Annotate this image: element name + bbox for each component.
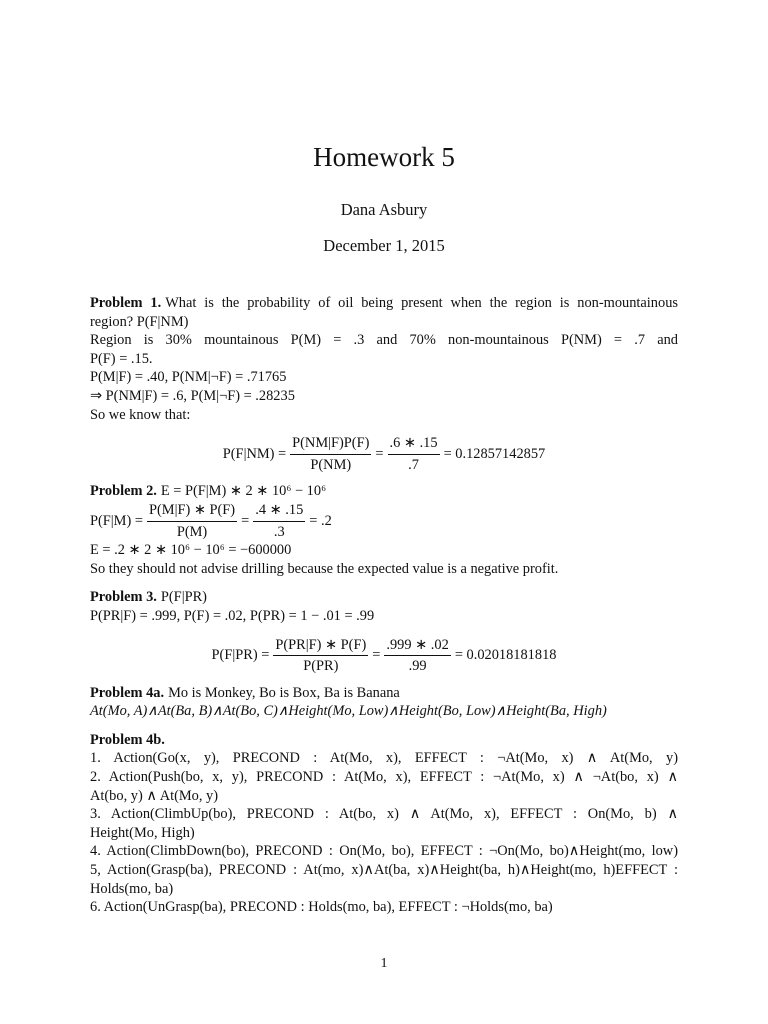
fraction: $\frac{P(M|F) ∗ P(F)}{P(M)}$ xyxy=(148,501,236,540)
problem-4b-item: 3. Action(ClimbUp(bo), PRECOND : At(bo, x) ∧ At(Mo, x), EFFECT : On(Mo, b) ∧ xyxy=(90,806,678,823)
problem-4a-line-2: At(Mo, A)∧At(Ba, B)∧At(Bo, C)∧Height(Mo, Low)∧Height(Bo, Low)∧Height(Ba, High) xyxy=(90,703,607,720)
problem-4b-item: 1. Action(Go(x, y), PRECOND : At(Mo, x), EFFECT : ¬At(Mo, x) ∧ At(Mo, y) xyxy=(90,750,678,767)
problem-2 xyxy=(90,482,678,578)
problem-2-label: Problem 2. xyxy=(90,483,157,500)
problem-4a-label: Problem 4a. xyxy=(90,684,165,701)
problem-2-line-2: E = .2 ∗ 2 ∗ 10⁶ − 10⁶ = −600000 xyxy=(90,542,292,559)
problem-3-line-2: P(PR|F) = .999, P(F) = .02, P(PR) = 1 − .01 = .99 xyxy=(90,607,375,624)
problem-4b xyxy=(90,731,678,917)
problem-2-equation: P(F|M) = $\frac{P(M|F) ∗ P(F)}{P(M)}$ = $\frac{.4 ∗ .15}{.3}$ = .2 xyxy=(90,501,332,540)
problem-4b-item: 6. Action(UnGrasp(ba), PRECOND : Holds(mo, ba), EFFECT : ¬Holds(mo, ba) xyxy=(90,899,553,916)
document-body xyxy=(90,294,678,917)
problem-2-line-3: So they should not advise drilling because the expected value is a negative profit. xyxy=(90,560,559,577)
fraction: $\frac{.999 ∗ .02}{.99}$ xyxy=(386,636,449,675)
problem-4b-label: Problem 4b. xyxy=(90,731,165,748)
problem-1-line-6: ⇒ P(NM|F) = .6, P(M|¬F) = .28235 xyxy=(90,387,295,404)
problem-1-line-4: P(F) = .15. xyxy=(90,350,153,367)
problem-3 xyxy=(90,588,678,675)
problem-3-label: Problem 3. xyxy=(90,589,157,606)
problem-3-line-1: Problem 3. P(F|PR) xyxy=(90,589,207,606)
problem-1-line-3: Region is 30% mountainous P(M) = .3 and 70% non-mountainous P(NM) = .7 and xyxy=(90,332,678,349)
problem-1-equation: P(F|NM) = $\frac{P(NM|F)P(F)}{P(NM)}$ = $\frac{.6 ∗ .15}{.7}$ = 0.12857142857 xyxy=(222,435,546,473)
problem-4b-item: Height(Mo, High) xyxy=(90,824,195,841)
problem-4b-item: 2. Action(Push(bo, x, y), PRECOND : At(Mo, x), EFFECT : ¬At(Mo, x) ∧ ¬At(bo, x) ∧ xyxy=(90,769,678,786)
fraction: $\frac{.6 ∗ .15}{.7}$ xyxy=(389,435,438,473)
document-date: December 1, 2015 xyxy=(323,236,445,255)
problem-4b-item: 5, Action(Grasp(ba), PRECOND : At(mo, x)∧At(ba, x)∧Height(ba, h)∧Height(mo, h)EFFECT : xyxy=(90,862,678,879)
problem-1-line-1: Problem 1. What is the probability of oil being present when the region is non-mountainous xyxy=(90,295,678,311)
problem-4b-item: 4. Action(ClimbDown(bo), PRECOND : On(Mo, bo), EFFECT : ¬On(Mo, bo)∧Height(mo, low) xyxy=(90,843,678,860)
page-number: 1 xyxy=(380,956,388,971)
problem-4b-item: Holds(mo, ba) xyxy=(90,880,174,897)
problem-4b-item: At(bo, y) ∧ At(Mo, y) xyxy=(90,787,219,804)
fraction: $\frac{P(PR|F) ∗ P(F)}{P(PR)}$ xyxy=(275,636,367,675)
problem-1-line-2: region? P(F|NM) xyxy=(90,313,189,330)
problem-4a xyxy=(90,684,678,721)
document-author: Dana Asbury xyxy=(340,200,428,219)
problem-1-line-7: So we know that: xyxy=(90,406,191,423)
problem-4a-line-1: Problem 4a. Mo is Monkey, Bo is Box, Ba is Banana xyxy=(90,684,400,701)
problem-1-label: Problem 1. xyxy=(90,295,162,311)
document-title: Homework 5 xyxy=(313,142,455,172)
problem-1-line-5: P(M|F) = .40, P(NM|¬F) = .71765 xyxy=(90,369,287,386)
problem-2-line-1: Problem 2. E = P(F|M) ∗ 2 ∗ 10⁶ − 10⁶ xyxy=(90,483,327,500)
problem-4b-heading xyxy=(90,731,678,750)
fraction: $\frac{.4 ∗ .15}{.3}$ xyxy=(255,501,304,540)
fraction: $\frac{P(NM|F)P(F)}{P(NM)}$ xyxy=(292,435,370,473)
problem-3-equation: P(F|PR) = $\frac{P(PR|F) ∗ P(F)}{P(PR)}$ = $\frac{.999 ∗ .02}{.99}$ = 0.02018181818 xyxy=(211,636,557,675)
problem-1 xyxy=(90,294,678,474)
